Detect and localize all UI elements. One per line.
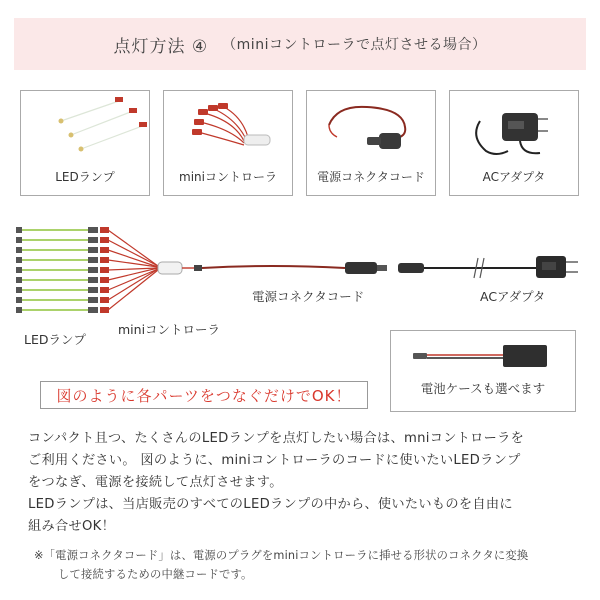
callout-text: 図のように各パーツをつなぐだけでOK！ [56, 386, 352, 405]
part-card-controller [163, 90, 293, 196]
part-card-led [20, 90, 150, 196]
part-label-controller: miniコントローラ [179, 170, 277, 184]
battery-case-box [390, 330, 576, 412]
diagram-label-led: LEDランプ [24, 332, 86, 347]
footnote-line: ※「電源コネクタコード」は、電源のプラグをminiコントローラに挿せる形状のコネクタに変換 [34, 549, 529, 562]
connector-cord-wire [202, 266, 345, 268]
part-label-adapter: ACアダプタ [482, 170, 546, 184]
battery-case-image [391, 331, 577, 381]
wiring-diagram [0, 214, 600, 334]
mini-controller-body [158, 262, 182, 274]
description-line: コンパクト且つ、たくさんのLEDランプを点灯したい場合は、mniコントローラを [28, 431, 525, 446]
footnote-line: して接続するための中継コードです。 [58, 568, 253, 581]
battery-case-label: 電池ケースも選べます [420, 381, 546, 396]
diagram-label-adapter: ACアダプタ [480, 289, 546, 304]
diagram-label-connector: 電源コネクタコード [252, 289, 365, 304]
diagram-label-controller: miniコントローラ [118, 322, 221, 337]
description-line: をつなぎ、電源を接続して点灯させます。 [28, 475, 283, 490]
part-label-led: LEDランプ [55, 170, 115, 184]
page-subtitle: （miniコントローラで点灯させる場合） [222, 37, 487, 53]
description-line: 組み合せOK！ [28, 519, 116, 534]
description-line: ご利用ください。 図のように、miniコントローラのコードに使いたいLEDランプ [28, 453, 521, 468]
page-title: 点灯方法 ④ [113, 36, 209, 57]
description [28, 428, 580, 538]
part-card-connector [306, 90, 436, 196]
description-line: LEDランプは、当店販売のすべてのLEDランプの中から、使いたいものを自由に [28, 497, 513, 512]
footnote [34, 546, 590, 584]
controller-wires [108, 230, 158, 310]
part-card-adapter [449, 90, 579, 196]
connector-plug [345, 262, 377, 274]
title-bar [14, 18, 586, 70]
led-lamp-array [16, 227, 98, 313]
part-label-connector: 電源コネクタコード [317, 170, 425, 184]
callout-box [40, 381, 368, 409]
